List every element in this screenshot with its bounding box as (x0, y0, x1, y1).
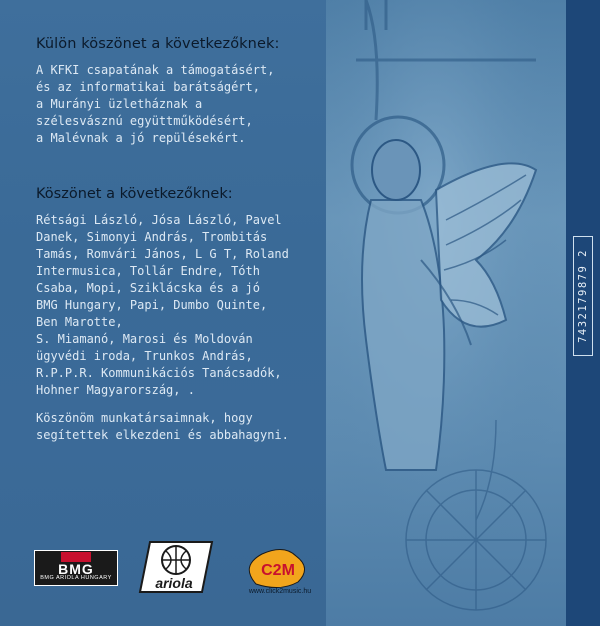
text-line: Köszönöm munkatársaimnak, hogy (36, 411, 253, 425)
bmg-logo (34, 550, 118, 586)
text-line: és az informatikai barátságért, (36, 80, 260, 94)
text-line: BMG Hungary, Papi, Dumbo Quinte, (36, 298, 268, 312)
text-line: R.P.P.R. Kommunikációs Tanácsadók, (36, 366, 282, 380)
closing-note (36, 410, 289, 444)
angel-artwork (326, 0, 566, 626)
thanks-heading: Köszönet a következőknek: (36, 186, 233, 202)
thanks-list (36, 212, 289, 399)
text-line: A KFKI csapatának a támogatásért, (36, 63, 275, 77)
text-line: Csaba, Mopi, Sziklácska és a jó (36, 281, 260, 295)
text-line: S. Miamanó, Marosi és Moldován (36, 332, 253, 346)
text-line: a Malévnak a jó repülésekért. (36, 131, 246, 145)
barcode-number: 7432179879 2 (577, 249, 589, 343)
special-thanks-text (36, 62, 274, 147)
text-line: ügyvédi iroda, Trunkos András, (36, 349, 253, 363)
text-line: segítettek elkezdeni és abbahagyni. (36, 428, 289, 442)
text-line: Ben Marotte, (36, 315, 123, 329)
text-line: a Murányi üzletháznak a (36, 97, 203, 111)
special-thanks-heading: Külön köszönet a következőknek: (36, 36, 280, 52)
text-line: Hohner Magyarország, . (36, 383, 195, 397)
text-line: Intermusica, Tollár Endre, Tóth (36, 264, 260, 278)
c2m-logo-text: C2M (261, 562, 295, 579)
text-line: Tamás, Romvári János, L G T, Roland (36, 247, 289, 261)
ariola-logo-text: ariola (155, 575, 193, 591)
text-line: szélesvásznú együttműködésért, (36, 114, 253, 128)
text-line: Rétsági László, Jósa László, Pavel (36, 213, 282, 227)
c2m-url: www.click2music.hu (248, 588, 312, 595)
bmg-logo-text: BMG (58, 561, 94, 577)
ariola-logo (136, 538, 214, 596)
text-line: Danek, Simonyi András, Trombitás (36, 230, 268, 244)
bmg-logo-subtext: BMG ARIOLA HUNGARY (40, 575, 112, 581)
